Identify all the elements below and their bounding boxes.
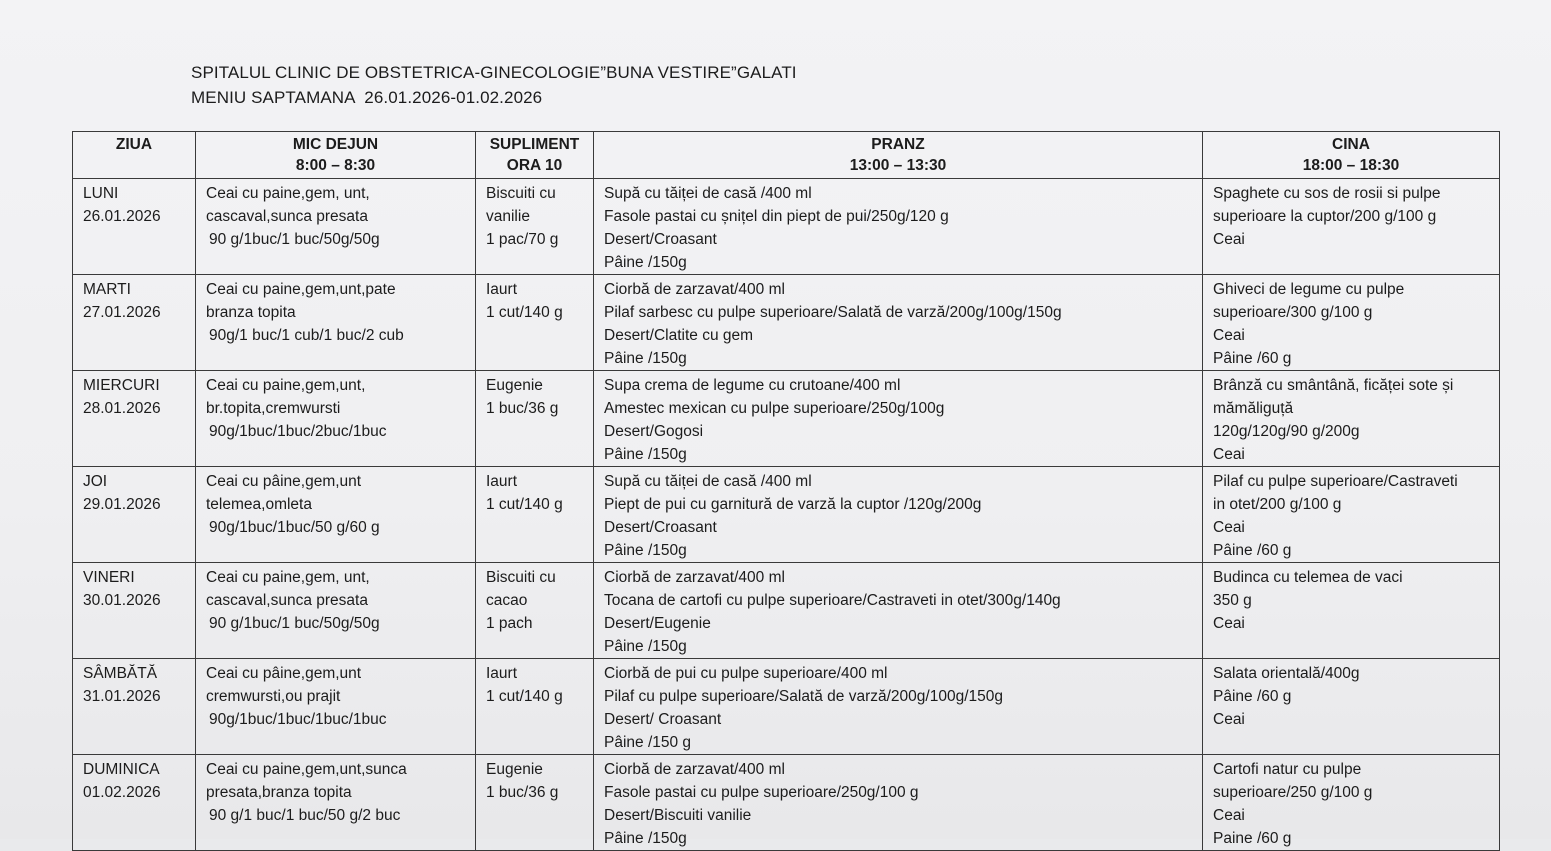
- pranz-cell: [594, 275, 1203, 371]
- cell-line: Spaghete cu sos de rosii si pulpe: [1213, 185, 1441, 202]
- supliment-cell: [476, 467, 594, 563]
- cell-line: Fasole pastai cu pulpe superioare/250g/100 g: [604, 784, 919, 801]
- cell-line: Supa crema de legume cu crutoane/400 ml: [604, 377, 901, 394]
- cell-line: 27.01.2026: [83, 304, 161, 321]
- cell-line: cacao: [486, 592, 528, 609]
- day-cell: [73, 467, 196, 563]
- cell-line: Pâine /60 g: [1213, 350, 1292, 367]
- table-row: [73, 659, 1500, 755]
- cell-line: Pâine /150g: [604, 254, 687, 271]
- supliment-cell: [476, 371, 594, 467]
- supliment-cell: [476, 563, 594, 659]
- col-header-pranz: PRANZ 13:00 – 13:30: [594, 132, 1203, 179]
- cell-line: Pilaf sarbesc cu pulpe superioare/Salată de varză/200g/100g/150g: [604, 304, 1062, 321]
- col-header-mic-dejun: MIC DEJUN 8:00 – 8:30: [196, 132, 476, 179]
- cell-line: Iaurt: [486, 281, 518, 298]
- cell-line: 1 cut/140 g: [486, 304, 563, 321]
- cell-line: Ceai cu paine,gem, unt,: [206, 569, 370, 586]
- cell-line: 01.02.2026: [83, 784, 161, 801]
- cell-line: telemea,omleta: [206, 496, 312, 513]
- cell-line: Iaurt: [486, 665, 518, 682]
- cell-line: Desert/ Croasant: [604, 711, 722, 728]
- day-cell: [73, 563, 196, 659]
- mic-dejun-cell: [196, 563, 476, 659]
- table-row: [73, 755, 1500, 851]
- cell-line: Ciorbă de zarzavat/400 ml: [604, 281, 785, 298]
- week-title: MENIU SAPTAMANA 26.01.2026-01.02.2026: [191, 88, 543, 107]
- cell-line: Ciorbă de zarzavat/400 ml: [604, 569, 785, 586]
- cell-line: Ciorbă de pui cu pulpe superioare/400 ml: [604, 665, 888, 682]
- table-row: [73, 275, 1500, 371]
- cell-line: 1 buc/36 g: [486, 784, 559, 801]
- col-header-ziua: ZIUA: [73, 132, 196, 179]
- supliment-cell: [476, 659, 594, 755]
- table-row: [73, 179, 1500, 275]
- cell-line: Ceai: [1213, 327, 1245, 344]
- cina-cell: [1203, 371, 1500, 467]
- pranz-cell: [594, 467, 1203, 563]
- col-header-cina: CINA 18:00 – 18:30: [1203, 132, 1500, 179]
- mic-dejun-cell: [196, 179, 476, 275]
- cell-line: Budinca cu telemea de vaci: [1213, 569, 1403, 586]
- cell-line: SÂMBĂTĂ: [83, 665, 158, 682]
- cell-line: Ghiveci de legume cu pulpe: [1213, 281, 1405, 298]
- col-header-supliment: SUPLIMENT ORA 10: [476, 132, 594, 179]
- day-cell: [73, 371, 196, 467]
- day-cell: [73, 275, 196, 371]
- mic-dejun-cell: [196, 275, 476, 371]
- cell-line: mămăliguță: [1213, 400, 1294, 417]
- cell-line: Ceai cu pâine,gem,unt: [206, 665, 362, 682]
- cell-line: 350 g: [1213, 592, 1252, 609]
- cell-line: 1 buc/36 g: [486, 400, 559, 417]
- cell-line: br.topita,cremwursti: [206, 400, 341, 417]
- cell-line: Desert/Croasant: [604, 519, 717, 536]
- cell-line: Brânză cu smântână, ficăței sote și: [1213, 377, 1454, 394]
- pranz-cell: [594, 179, 1203, 275]
- cell-line: Pilaf cu pulpe superioare/Salată de varză/200g/100g/150g: [604, 688, 1003, 705]
- cell-line: Pâine /150g: [604, 446, 687, 463]
- cell-line: Ceai: [1213, 519, 1245, 536]
- cell-line: Supă cu tăiței de casă /400 ml: [604, 185, 812, 202]
- cell-line: Paine /60 g: [1213, 830, 1292, 847]
- cell-line: 28.01.2026: [83, 400, 161, 417]
- cell-line: Ceai cu paine,gem, unt,: [206, 185, 370, 202]
- cell-line: Biscuiti cu: [486, 185, 556, 202]
- cell-line: 29.01.2026: [83, 496, 161, 513]
- cell-line: cremwursti,ou prajit: [206, 688, 341, 705]
- cell-line: 1 cut/140 g: [486, 496, 563, 513]
- cell-line: Salata orientală/400g: [1213, 665, 1360, 682]
- cell-line: Eugenie: [486, 377, 543, 394]
- supliment-cell: [476, 275, 594, 371]
- hospital-title: SPITALUL CLINIC DE OBSTETRICA-GINECOLOGIE”BUNA VESTIRE”GALATI: [191, 63, 797, 82]
- day-cell: [73, 659, 196, 755]
- cina-cell: [1203, 467, 1500, 563]
- cina-cell: [1203, 659, 1500, 755]
- cell-line: 120g/120g/90 g/200g: [1213, 423, 1360, 440]
- cell-line: Pâine /150g: [604, 638, 687, 655]
- cell-line: Pâine /150g: [604, 350, 687, 367]
- pranz-cell: [594, 755, 1203, 851]
- table-header-row: [73, 132, 1500, 179]
- cell-line: Fasole pastai cu șnițel din piept de pui/250g/120 g: [604, 208, 949, 225]
- cell-line: superioare la cuptor/200 g/100 g: [1213, 208, 1437, 225]
- cell-line: 1 pac/70 g: [486, 231, 559, 248]
- supliment-cell: [476, 755, 594, 851]
- cina-cell: [1203, 755, 1500, 851]
- cell-line: Ceai cu paine,gem,unt,sunca: [206, 761, 407, 778]
- cell-line: Ceai: [1213, 446, 1245, 463]
- cell-line: Pâine /60 g: [1213, 688, 1292, 705]
- cell-line: Desert/Eugenie: [604, 615, 711, 632]
- cell-line: MIERCURI: [83, 377, 160, 394]
- table-row: [73, 563, 1500, 659]
- cell-line: Desert/Croasant: [604, 231, 717, 248]
- cell-line: 90 g/1 buc/1 buc/50 g/2 buc: [209, 807, 401, 824]
- cell-line: presata,branza topita: [206, 784, 352, 801]
- cell-line: 90 g/1buc/1 buc/50g/50g: [209, 615, 380, 632]
- cell-line: Biscuiti cu: [486, 569, 556, 586]
- cina-cell: [1203, 563, 1500, 659]
- table-row: [73, 371, 1500, 467]
- mic-dejun-cell: [196, 659, 476, 755]
- cell-line: cascaval,sunca presata: [206, 592, 368, 609]
- cell-line: Ciorbă de zarzavat/400 ml: [604, 761, 785, 778]
- cell-line: Pilaf cu pulpe superioare/Castraveti: [1213, 473, 1458, 490]
- cell-line: in otet/200 g/100 g: [1213, 496, 1342, 513]
- cina-cell: [1203, 179, 1500, 275]
- cell-line: vanilie: [486, 208, 530, 225]
- cell-line: 31.01.2026: [83, 688, 161, 705]
- cell-line: DUMINICA: [83, 761, 160, 778]
- cell-line: Amestec mexican cu pulpe superioare/250g/100g: [604, 400, 945, 417]
- cell-line: 30.01.2026: [83, 592, 161, 609]
- cell-line: Pâine /60 g: [1213, 542, 1292, 559]
- cell-line: Pâine /150g: [604, 542, 687, 559]
- cell-line: 90g/1buc/1buc/50 g/60 g: [209, 519, 380, 536]
- cell-line: superioare/250 g/100 g: [1213, 784, 1373, 801]
- cell-line: Cartofi natur cu pulpe: [1213, 761, 1362, 778]
- cell-line: Ceai: [1213, 711, 1245, 728]
- day-cell: [73, 179, 196, 275]
- cell-line: Piept de pui cu garnitură de varză la cuptor /120g/200g: [604, 496, 982, 513]
- cell-line: MARTI: [83, 281, 131, 298]
- cell-line: Eugenie: [486, 761, 543, 778]
- cell-line: Ceai: [1213, 807, 1245, 824]
- cell-line: Desert/Clatite cu gem: [604, 327, 754, 344]
- cell-line: 90g/1buc/1buc/1buc/1buc: [209, 711, 387, 728]
- pranz-cell: [594, 563, 1203, 659]
- cell-line: VINERI: [83, 569, 135, 586]
- pranz-cell: [594, 371, 1203, 467]
- cell-line: cascaval,sunca presata: [206, 208, 368, 225]
- cell-line: Desert/Biscuiti vanilie: [604, 807, 752, 824]
- cell-line: 1 pach: [486, 615, 533, 632]
- cell-line: branza topita: [206, 304, 296, 321]
- cell-line: Iaurt: [486, 473, 518, 490]
- table-row: [73, 467, 1500, 563]
- document-header: [191, 60, 797, 110]
- cell-line: Tocana de cartofi cu pulpe superioare/Castraveti in otet/300g/140g: [604, 592, 1061, 609]
- supliment-cell: [476, 179, 594, 275]
- cell-line: Ceai cu paine,gem,unt,: [206, 377, 366, 394]
- pranz-cell: [594, 659, 1203, 755]
- cell-line: Supă cu tăiței de casă /400 ml: [604, 473, 812, 490]
- mic-dejun-cell: [196, 467, 476, 563]
- cell-line: 90g/1buc/1buc/2buc/1buc: [209, 423, 387, 440]
- cell-line: 1 cut/140 g: [486, 688, 563, 705]
- mic-dejun-cell: [196, 755, 476, 851]
- cell-line: 90 g/1buc/1 buc/50g/50g: [209, 231, 380, 248]
- cell-line: Desert/Gogosi: [604, 423, 704, 440]
- cell-line: 90g/1 buc/1 cub/1 buc/2 cub: [209, 327, 404, 344]
- cell-line: Pâine /150 g: [604, 734, 692, 751]
- day-cell: [73, 755, 196, 851]
- weekly-menu-table: [72, 131, 1500, 851]
- cell-line: Ceai cu pâine,gem,unt: [206, 473, 362, 490]
- cell-line: superioare/300 g/100 g: [1213, 304, 1373, 321]
- cell-line: Ceai: [1213, 615, 1245, 632]
- cell-line: Ceai cu paine,gem,unt,pate: [206, 281, 396, 298]
- cell-line: JOI: [83, 473, 108, 490]
- cina-cell: [1203, 275, 1500, 371]
- mic-dejun-cell: [196, 371, 476, 467]
- cell-line: LUNI: [83, 185, 119, 202]
- cell-line: Ceai: [1213, 231, 1245, 248]
- cell-line: 26.01.2026: [83, 208, 161, 225]
- cell-line: Pâine /150g: [604, 830, 687, 847]
